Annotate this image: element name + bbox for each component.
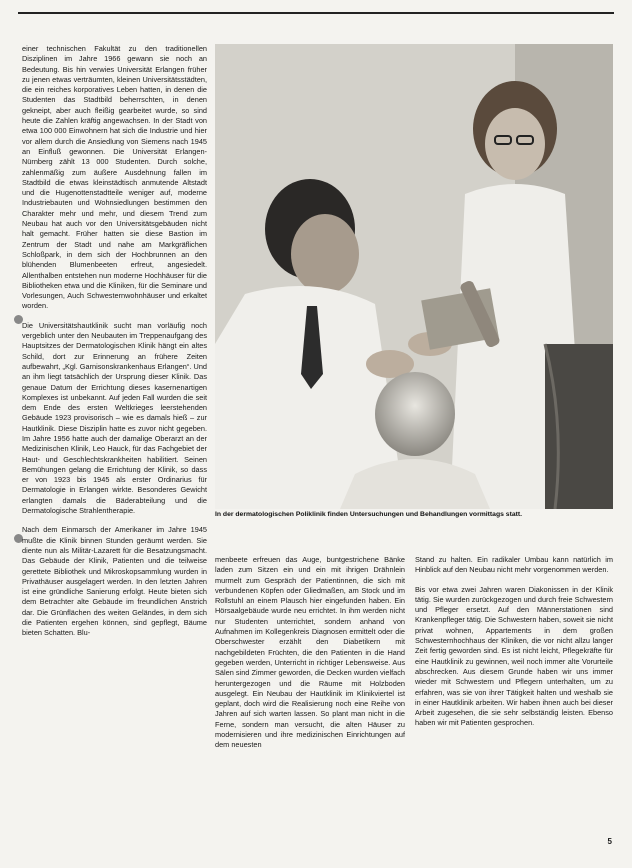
photo-caption: In der dermatologischen Poliklinik finden Untersuchungen und Behandlungen vormittags statt.	[215, 511, 523, 518]
middle-text-column	[215, 555, 405, 855]
paragraph: Bis vor etwa zwei Jahren waren Diakonissen in der Klinik tätig. Sie wurden zurückgezogen und durch freie Schwestern und Pfleger ersetzt. Auf den Männerstationen sind Krankenpfleger tätig. Die Schwestern haben, soweit sie nicht privat wohnen, Appartements in dem großen Schwesternhochhaus der Kliniken, die vor nicht allzu langer Zeit fertig geworden sind. Es ist nicht leicht, Pflegekräfte für eine Hautklinik zu gewinnen, weil noch immer alte Vorurteile abschrecken. Aus diesem Grunde haben wir uns immer wieder mit Schwestern und Pflegern unterhalten, um zu erfahren, was sie von ihrer Tätigkeit halten und weshalb sie in einer Hautklinik arbeiten. Wir haben ihnen auch bei dieser Arbeit zugesehen, die sie sehr selbständig leisten. Ebenso haben wir mit Patienten gesprochen.	[415, 584, 613, 728]
page-number: 5	[607, 837, 612, 846]
paragraph: Stand zu halten. Ein radikaler Umbau kann natürlich im Hinblick auf den Neubau nicht mehr vorgenommen werden.	[415, 555, 613, 575]
paragraph: einer technischen Fakultät zu den traditionellen Disziplinen im Jahre 1966 gewann sie noch an Bedeutung. Bis hin verwies Universität Erlangen früher zu jenen etwas verträumten, kleinen Universitätsstädten, die ein reiches korporatives Leben hatten, in denen die Studenten das Stadtbild beherrschten, in denen gekneipt, aber auch fleißig gearbeitet wurde, so sind heute die Zahlen kräftig angewachsen. In der Stadt von etwa 100 000 Einwohnern hat sich die Industrie und hier vor allem durch die Ansiedlung von Siemens nach 1945 an Einfluß gewonnen. Die Universität Erlangen-Nürnberg zählt 13 000 Studenten. Durch solche, zahlenmäßig zum äußere Ausdehnung fallen im Stadtbild die etwas kleinstädtisch anmutende Altstadt und die Hugenottenstadtteile weniger auf, moderne Industriebauten und Wohnsiedlungen bestimmen den Charakter mehr und mehr, und diesem Trend zum Neubau hat auch vor den Universitätsgebäuden nicht halt gemacht. Früher hatten sie diese Bastion im Zentrum der Stadt und nahe am Markgräflichen Schloßpark, in dem sich der Hochbrunnen an den blühenden Blumenbeeten erfreut, angesiedelt. Allenthalben entstehen nun moderne Hochhäuser für die Bibliotheken etwa und die Kliniken, für die Seminare und Vorlesungen, Auch Schwesternwohnhäuser und erkaltet worden.	[22, 44, 207, 311]
left-text-column	[22, 44, 207, 854]
paragraph: Die Universitätshautklinik sucht man vorläufig noch vergeblich unter den Neubauten im Treppenaufgang des Hauptsitzes der Dermatologischen Klinik hängt ein altes Schild, dort zur Erinnerung an frühere Zeiten aufbewahrt, „Kgl. Garnisonskrankenhaus Erlangen“. Und an ihm liegt tatsächlich der Ursprung dieser Klinik. Das genaue Datum der Errichtung dieses kasernenartigen Komplexes ist unbekannt. Auf jeden Fall wurden die seit dem Ende des ersten Weltkrieges leerstehenden Gebäude 1923 provisorisch – wie es damals hieß – zur Hautklinik. Diese Disziplin hatte es zuvor nicht gegeben. Im Jahre 1956 hatte auch der damalige Oberarzt an der Medizinischen Klinik, Leo Hauck, für das Fachgebiet der Haut- und Geschlechtskrankheiten habilitiert. Seinen Bemühungen gelang die Errichtung der Klinik, so dass er von 1923 bis 1945 als erster Ordinarius für Dermatologie in Erlangen wirkte. Besonderes Gewicht erlangten damals die Bäderabteilung und die Dermatologische Strahlentherapie.	[22, 320, 207, 516]
right-text-column	[415, 555, 613, 855]
top-rule	[18, 12, 614, 14]
photo	[215, 44, 613, 509]
paragraph: Nach dem Einmarsch der Amerikaner im Jahre 1945 mußte die Klinik binnen Stunden geräumt werden. Sie diente nun als Militär-Lazarett für die Besatzungsmacht. Das Gebäude der Klinik, Patienten und die teilweise gerettete Bibliothek und Mikroskopsammlung wurden in Privathäuser ausgelagert werden. In den letzten Jahren ist eine gründliche Sanierung erfolgt. Heute bieten sich dem Betrachter alte Gebäude im freundlichen Anstrich dar. Die Grünflächen des weiten Geländes, in dem sich die Patienten ergehen können, sind gepflegt, Bäume bieten Schatten. Blu-	[22, 525, 207, 638]
paragraph: menbeete erfreuen das Auge, buntgestrichene Bänke laden zum Sitzen ein und ein mit ihrigen Drähnlein murmelt zum Gespräch der Patientinnen, die sich mit verbundenen Köpfen oder Gliedmaßen, am Stock und im Rollstuhl an einem Plausch hier eingefunden haben. Ein Hörsaalgebäude wurde neu errichtet. In ihm werden nicht nur Studenten unterrichtet, sondern anhand von Aufnahmen im Kollegenkreis Diagnosen ermittelt oder die Oberschwester erzählt den Diabetikern mit nachgebildeten Früchten, die den Patienten in die Hand gegeben werden, Unterricht in richtiger Lebensweise. Aus Sälen sind Zimmer geworden, die Decken wurden vielfach heruntergezogen und die Räume mit Holzboden ausgelegt. Ein Neubau der Hautklinik im Klinikviertel ist geplant, doch wird die Realisierung noch eine Reihe von Jahren auf sich warten lassen. So plant man nicht in die Ferne, sondern man versucht, die alten Häuser zu modernisieren und ihre medizinischen Einrichtungen auf dem neuesten	[215, 555, 405, 750]
photo-illustration	[215, 44, 613, 509]
